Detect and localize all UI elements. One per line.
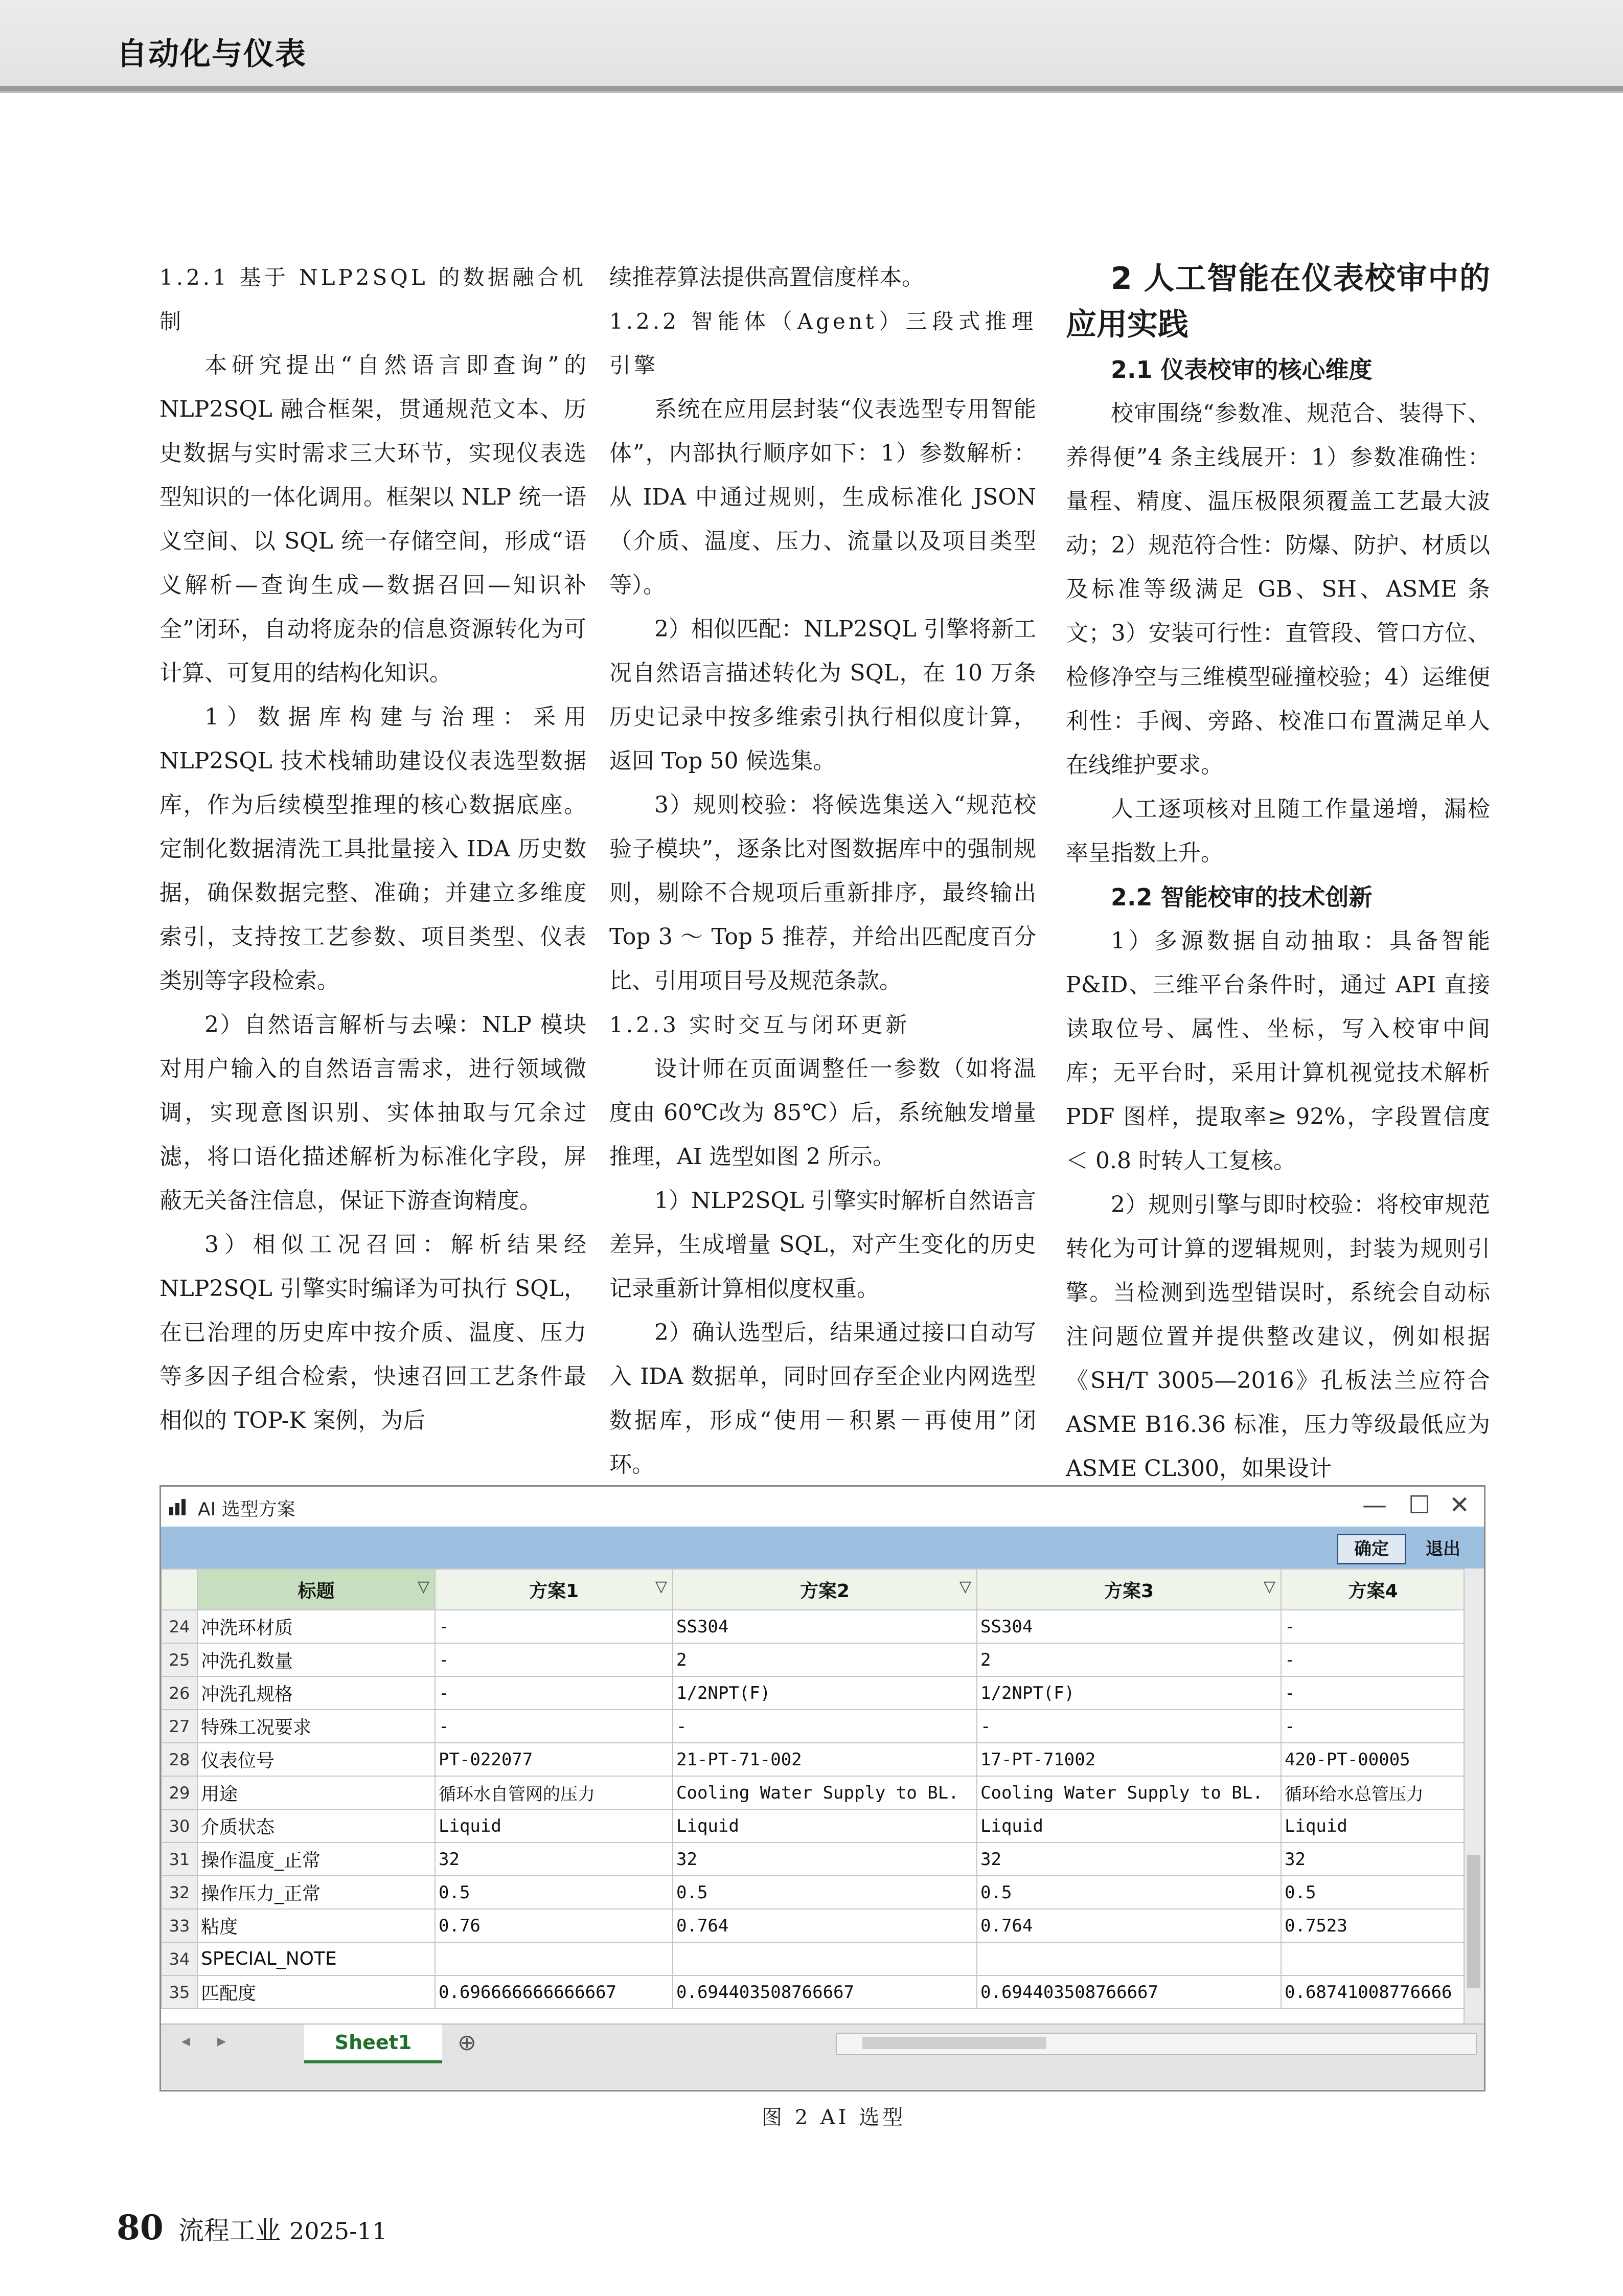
column-header[interactable] <box>197 1569 435 1610</box>
filter-icon[interactable]: ▽ <box>417 1578 429 1596</box>
value-cell[interactable]: 1/2NPT(F) <box>673 1676 977 1710</box>
value-cell[interactable]: Liquid <box>673 1809 977 1843</box>
value-cell[interactable]: - <box>435 1610 673 1643</box>
row-number: 29 <box>162 1776 197 1809</box>
app-icon <box>168 1496 189 1516</box>
value-cell[interactable] <box>435 1942 673 1975</box>
paragraph: 本研究提出“自然语言即查询”的 NLP2SQL 融合框架，贯通规范文本、历史数据与实时需求三大环节，实现仪表选型知识的一体化调用。框架以 NLP 统一语义空间、以 SQL 统一存储空间，形成“语义解析—查询生成—数据召回—知识补全”闭环，自动将庞杂的信息资源转化为可计算、可复用的结构化知识。 <box>159 352 586 686</box>
column-header-label: 方案4 <box>1348 1580 1398 1602</box>
row-number: 26 <box>162 1676 197 1710</box>
field-label-cell[interactable]: 冲洗孔数量 <box>197 1643 435 1676</box>
field-label-cell[interactable]: 用途 <box>197 1776 435 1809</box>
value-cell[interactable]: 循环水自管网的压力 <box>435 1776 673 1809</box>
value-cell[interactable]: 0.764 <box>673 1909 977 1942</box>
window-titlebar <box>161 1487 1484 1527</box>
subsection-1-2-1: 1.2.1 基于 NLP2SQL 的数据融合机制 <box>159 265 586 334</box>
value-cell[interactable]: 32 <box>977 1843 1281 1876</box>
value-cell[interactable]: - <box>1281 1710 1465 1743</box>
table-row <box>162 1643 1465 1676</box>
value-cell[interactable]: 32 <box>673 1843 977 1876</box>
toolbar <box>161 1527 1484 1568</box>
field-label-cell[interactable]: SPECIAL_NOTE <box>197 1942 435 1975</box>
table-row <box>162 1909 1465 1942</box>
value-cell[interactable]: Liquid <box>1281 1809 1465 1843</box>
value-cell[interactable]: 0.5 <box>1281 1876 1465 1909</box>
paragraph: 2）相似匹配：NLP2SQL 引擎将新工况自然语言描述转化为 SQL，在 10 万条历史记录中按多维索引执行相似度计算，返回 Top 50 候选集。 <box>609 616 1036 774</box>
value-cell[interactable]: 0.5 <box>435 1876 673 1909</box>
table-row <box>162 1743 1465 1776</box>
footer-journal: 流程工业 <box>178 2216 281 2245</box>
value-cell[interactable]: 0.5 <box>977 1876 1281 1909</box>
figure-ai-selection-window <box>159 1485 1485 2092</box>
value-cell[interactable]: - <box>673 1710 977 1743</box>
field-label-cell[interactable]: 粘度 <box>197 1909 435 1942</box>
row-number: 31 <box>162 1843 197 1876</box>
value-cell[interactable]: 0.764 <box>977 1909 1281 1942</box>
value-cell[interactable]: 2 <box>977 1643 1281 1676</box>
row-number: 34 <box>162 1942 197 1975</box>
table-row <box>162 1776 1465 1809</box>
field-label-cell[interactable]: 匹配度 <box>197 1975 435 2009</box>
column-header-label: 方案2 <box>799 1580 850 1602</box>
paragraph: 设计师在页面调整任一参数（如将温度由 60℃改为 85℃）后，系统触发增量推理，AI 选型如图 2 所示。 <box>609 1056 1036 1170</box>
value-cell[interactable]: 0.68741008776666 <box>1281 1975 1465 2009</box>
table-row <box>162 1942 1465 1975</box>
column-3 <box>1066 256 1490 1491</box>
column-header[interactable] <box>977 1569 1281 1610</box>
page-footer <box>117 2208 387 2247</box>
value-cell[interactable]: 0.694403508766667 <box>673 1975 977 2009</box>
section-2-heading: 2 人工智能在仪表校审中的应用实践 <box>1066 261 1490 343</box>
value-cell[interactable]: 0.7523 <box>1281 1909 1465 1942</box>
row-number: 32 <box>162 1876 197 1909</box>
value-cell[interactable]: 17-PT-71002 <box>977 1743 1281 1776</box>
section-2-1-heading: 2.1 仪表校审的核心维度 <box>1111 356 1373 383</box>
paragraph: 3）相似工况召回：解析结果经 NLP2SQL 引擎实时编译为可执行 SQL，在已治理的历史库中按介质、温度、压力等多因子组合检索，快速召回工艺条件最相似的 TOP-K 案例，为后 <box>159 1232 586 1434</box>
column-header-label: 方案1 <box>529 1580 579 1602</box>
value-cell[interactable]: 2 <box>673 1643 977 1676</box>
value-cell[interactable]: 1/2NPT(F) <box>977 1676 1281 1710</box>
header-bar <box>0 0 1623 93</box>
field-label-cell[interactable]: 介质状态 <box>197 1809 435 1843</box>
paragraph: 人工逐项核对且随工作量递增，漏检率呈指数上升。 <box>1066 796 1490 866</box>
row-number: 25 <box>162 1643 197 1676</box>
value-cell[interactable]: - <box>1281 1610 1465 1643</box>
paragraph: 系统在应用层封装“仪表选型专用智能体”，内部执行顺序如下：1）参数解析：从 IDA 中通过规则，生成标准化 JSON（介质、温度、压力、流量以及项目类型等）。 <box>609 396 1036 598</box>
header-strip <box>0 86 1623 91</box>
row-number: 35 <box>162 1975 197 2009</box>
horizontal-scrollbar[interactable] <box>836 2033 1477 2055</box>
field-label-cell[interactable]: 特殊工况要求 <box>197 1710 435 1743</box>
subsection-1-2-2: 1.2.2 智能体（Agent）三段式推理引擎 <box>609 309 1036 378</box>
table-row <box>162 1876 1465 1909</box>
value-cell[interactable] <box>1281 1942 1465 1975</box>
page-number: 80 <box>117 2208 164 2247</box>
table-row <box>162 1610 1465 1643</box>
row-number: 27 <box>162 1710 197 1743</box>
value-cell[interactable]: 0.76 <box>435 1909 673 1942</box>
value-cell[interactable] <box>673 1942 977 1975</box>
column-header-label: 方案3 <box>1104 1580 1154 1602</box>
value-cell[interactable]: 32 <box>1281 1843 1465 1876</box>
column-header[interactable] <box>673 1569 977 1610</box>
value-cell[interactable]: - <box>435 1710 673 1743</box>
paragraph: 1）NLP2SQL 引擎实时解析自然语言差异，生成增量 SQL，对产生变化的历史记录重新计算相似度权重。 <box>609 1188 1036 1302</box>
filter-icon[interactable]: ▽ <box>1263 1578 1275 1596</box>
table-row <box>162 1809 1465 1843</box>
value-cell[interactable] <box>977 1942 1281 1975</box>
exit-button[interactable]: 退出 <box>1413 1534 1473 1564</box>
sheet-tab-bar <box>161 2024 1484 2089</box>
value-cell[interactable]: 0.696666666666667 <box>435 1975 673 2009</box>
footer-issue: 2025-11 <box>289 2217 387 2245</box>
row-number: 24 <box>162 1610 197 1643</box>
table-row <box>162 1843 1465 1876</box>
minimize-icon[interactable]: — <box>1362 1491 1387 1519</box>
horizontal-scroll-thumb[interactable] <box>862 2037 1046 2049</box>
paragraph: 2）自然语言解析与去噪：NLP 模块对用户输入的自然语言需求，进行领域微调，实现意图识别、实体抽取与冗余过滤，将口语化描述解析为标准化字段，屏蔽无关备注信息，保证下游查询精度。 <box>159 1012 586 1214</box>
confirm-button[interactable]: 确定 <box>1337 1534 1406 1564</box>
filter-icon[interactable]: ▽ <box>959 1578 971 1596</box>
table-row <box>162 1710 1465 1743</box>
field-label-cell[interactable]: 冲洗孔规格 <box>197 1676 435 1710</box>
value-cell[interactable]: - <box>1281 1643 1465 1676</box>
value-cell[interactable]: 420-PT-00005 <box>1281 1743 1465 1776</box>
close-icon[interactable]: ✕ <box>1449 1491 1470 1519</box>
paragraph: 1）数据库构建与治理：采用 NLP2SQL 技术栈辅助建设仪表选型数据库，作为后续模型推理的核心数据底座。定制化数据清洗工具批量接入 IDA 历史数据，确保数据完整、准确；并建立多维度索引，支持按工艺参数、项目类型、仪表类别等字段检索。 <box>159 704 586 994</box>
column-2 <box>609 256 1036 1487</box>
value-cell[interactable]: Liquid <box>977 1809 1281 1843</box>
grid-table <box>161 1568 1466 2009</box>
subsection-1-2-3: 1.2.3 实时交互与闭环更新 <box>609 1012 910 1037</box>
value-cell[interactable]: 0.5 <box>673 1876 977 1909</box>
tab-prev-icon[interactable]: ◂ <box>181 2031 191 2051</box>
maximize-icon[interactable]: ☐ <box>1408 1491 1431 1519</box>
field-label-cell[interactable]: 操作温度_正常 <box>197 1843 435 1876</box>
add-sheet-icon[interactable]: ⊕ <box>458 2030 476 2056</box>
column-header[interactable] <box>1281 1569 1465 1610</box>
value-cell[interactable]: - <box>1281 1676 1465 1710</box>
section-2-2-heading: 2.2 智能校审的技术创新 <box>1111 883 1373 911</box>
paragraph: 1）多源数据自动抽取：具备智能 P&ID、三维平台条件时，通过 API 直接读取位号、属性、坐标，写入校审中间库；无平台时，采用计算机视觉技术解析 PDF 图样，提取率≥ 92%，字段置信度＜ 0.8 时转人工复核。 <box>1066 928 1490 1174</box>
value-cell[interactable]: 循环给水总管压力 <box>1281 1776 1465 1809</box>
value-cell[interactable]: Liquid <box>435 1809 673 1843</box>
field-label-cell[interactable]: 操作压力_正常 <box>197 1876 435 1909</box>
value-cell[interactable]: Cooling Water Supply to BL. <box>977 1776 1281 1809</box>
value-cell[interactable]: - <box>435 1676 673 1710</box>
header-row <box>162 1569 1465 1610</box>
table-row <box>162 1676 1465 1710</box>
grid-body <box>162 1610 1465 2009</box>
filter-icon[interactable]: ▽ <box>655 1578 667 1596</box>
paragraph: 2）确认选型后，结果通过接口自动写入 IDA 数据单，同时回存至企业内网选型数据库，形成“使用－积累－再使用”闭环。 <box>609 1320 1036 1477</box>
vertical-scroll-thumb[interactable] <box>1467 1855 1480 1988</box>
row-number: 30 <box>162 1809 197 1843</box>
paragraph: 2）规则引擎与即时校验：将校审规范转化为可计算的逻辑规则，封装为规则引擎。当检测到选型错误时，系统会自动标注问题位置并提供整改建议，例如根据《SH/T 3005—2016》孔板法兰应符合 ASME B16.36 标准，压力等级最低应为 ASME CL300，如果设计 <box>1066 1192 1490 1482</box>
tab-next-icon[interactable]: ▸ <box>217 2031 226 2051</box>
value-cell[interactable]: - <box>435 1643 673 1676</box>
paragraph: 续推荐算法提供高置信度样本。 <box>609 264 924 290</box>
column-header[interactable] <box>435 1569 673 1610</box>
value-cell[interactable]: SS304 <box>673 1610 977 1643</box>
paragraph: 3）规则校验：将候选集送入“规范校验子模块”，逐条比对图数据库中的强制规则，剔除不合规项后重新排序，最终输出 Top 3 ～ Top 5 推荐，并给出匹配度百分比、引用项目号及规范条款。 <box>609 792 1036 994</box>
figure-caption: 图 2 AI 选型 <box>762 2106 906 2129</box>
journal-title: 自动化与仪表 <box>117 36 307 72</box>
paragraph: 校审围绕“参数准、规范合、装得下、养得便”4 条主线展开：1）参数准确性：量程、精度、温压极限须覆盖工艺最大波动；2）规范符合性：防爆、防护、材质以及标准等级满足 GB、SH、ASME 条文；3）安装可行性：直管段、管口方位、检修净空与三维模型碰撞校验；4）运维便利性：手阀、旁路、校准口布置满足单人在线维护要求。 <box>1066 400 1490 778</box>
value-cell[interactable]: PT-022077 <box>435 1743 673 1776</box>
value-cell[interactable]: 32 <box>435 1843 673 1876</box>
field-label-cell[interactable]: 冲洗环材质 <box>197 1610 435 1643</box>
value-cell[interactable]: SS304 <box>977 1610 1281 1643</box>
column-header-label: 标题 <box>298 1580 335 1602</box>
field-label-cell[interactable]: 仪表位号 <box>197 1743 435 1776</box>
row-number: 33 <box>162 1909 197 1942</box>
sheet-tab-sheet1[interactable]: Sheet1 <box>304 2025 442 2063</box>
value-cell[interactable]: 21-PT-71-002 <box>673 1743 977 1776</box>
vertical-scrollbar[interactable] <box>1464 1568 1484 2024</box>
window-title: AI 选型方案 <box>198 1499 295 1520</box>
row-number: 28 <box>162 1743 197 1776</box>
value-cell[interactable]: Cooling Water Supply to BL. <box>673 1776 977 1809</box>
column-1 <box>159 256 586 1443</box>
value-cell[interactable]: 0.694403508766667 <box>977 1975 1281 2009</box>
corner-cell <box>162 1569 197 1610</box>
data-grid <box>161 1568 1484 2024</box>
value-cell[interactable]: - <box>977 1710 1281 1743</box>
table-row <box>162 1975 1465 2009</box>
